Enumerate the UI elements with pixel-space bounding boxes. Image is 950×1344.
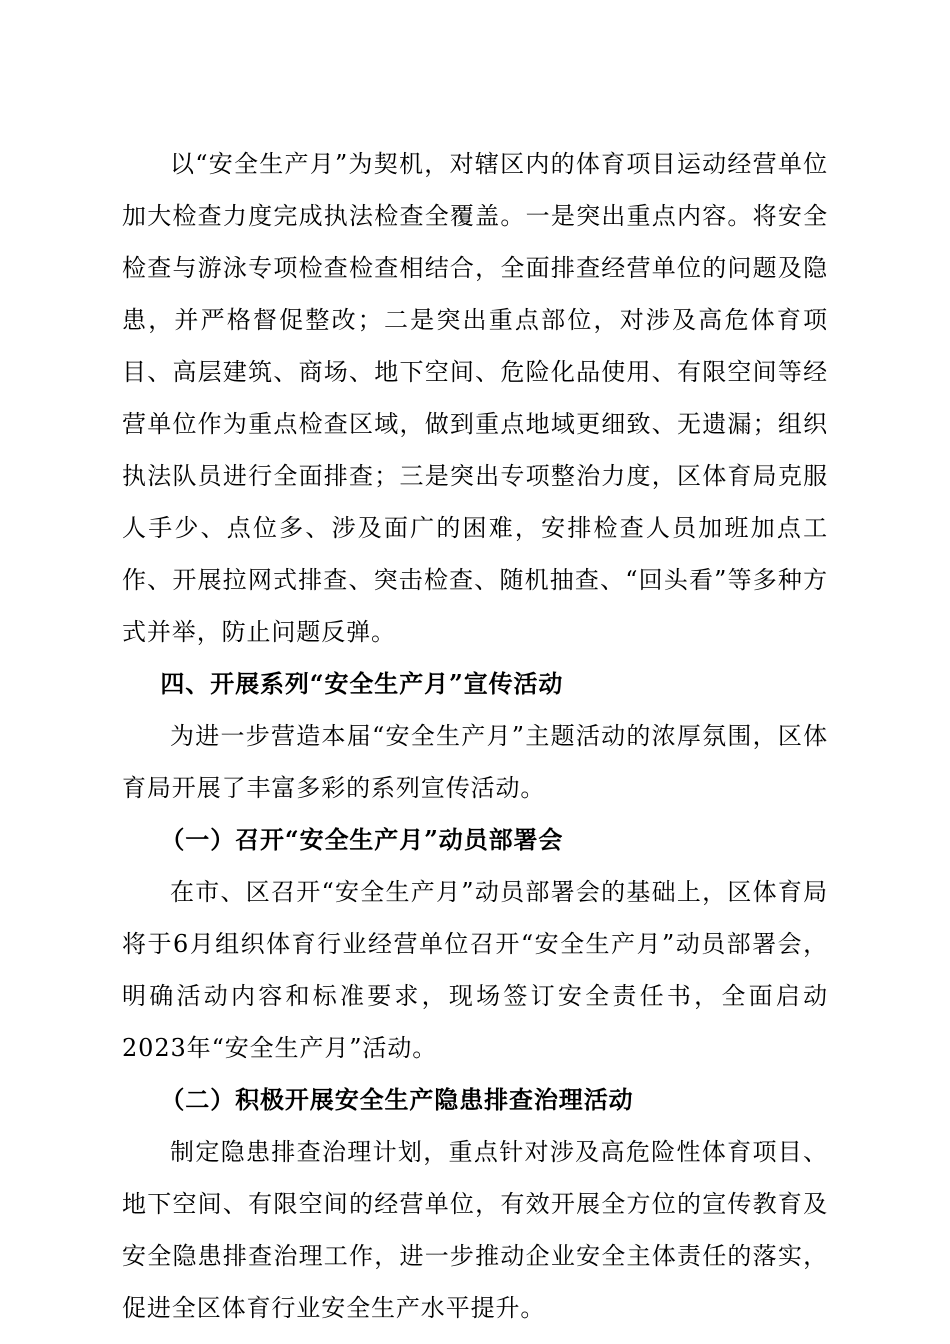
paragraph-mobilization-meeting: 在市、区召开“安全生产月”动员部署会的基础上，区体育局将于6月组织体育行业经营单位召开“安全生产月”动员部署会，明确活动内容和标准要求，现场签订安全责任书，全面启动2023年“安全生产月”活动。 [122,878,828,1062]
paragraph-hazard-inspection: 制定隐患排查治理计划，重点针对涉及高危险性体育项目、地下空间、有限空间的经营单位，有效开展全方位的宣传教育及安全隐患排查治理工作，进一步推动企业安全主体责任的落实，促进全区体育行业安全生产水平提升。 [122,1138,828,1322]
section-heading-four: 四、开展系列“安全生产月”宣传活动 [160,669,564,698]
document-page [122,138,828,1334]
paragraph-inspection-coverage: 以“安全生产月”为契机，对辖区内的体育项目运动经营单位加大检查力度完成执法检查全覆盖。一是突出重点内容。将安全检查与游泳专项检查检查相结合，全面排查经营单位的问题及隐患，并严格督促整改；二是突出重点部位，对涉及高危体育项目、高层建筑、商场、地下空间、危险化品使用、有限空间等经营单位作为重点检查区域，做到重点地域更细致、无遗漏；组织执法队员进行全面排查；三是突出专项整治力度，区体育局克服人手少、点位多、涉及面广的困难，安排检查人员加班加点工作、开展拉网式排查、突击检查、随机抽查、“回头看”等多种方式并举，防止问题反弹。 [122,150,828,646]
subheading-mobilization-meeting: （一）召开“安全生产月”动员部署会 [160,825,564,854]
subheading-hazard-inspection: （二）积极开展安全生产隐患排查治理活动 [160,1085,634,1114]
paragraph-publicity-intro: 为进一步营造本届“安全生产月”主题活动的浓厚氛围，区体育局开展了丰富多彩的系列宣传活动。 [122,722,828,802]
